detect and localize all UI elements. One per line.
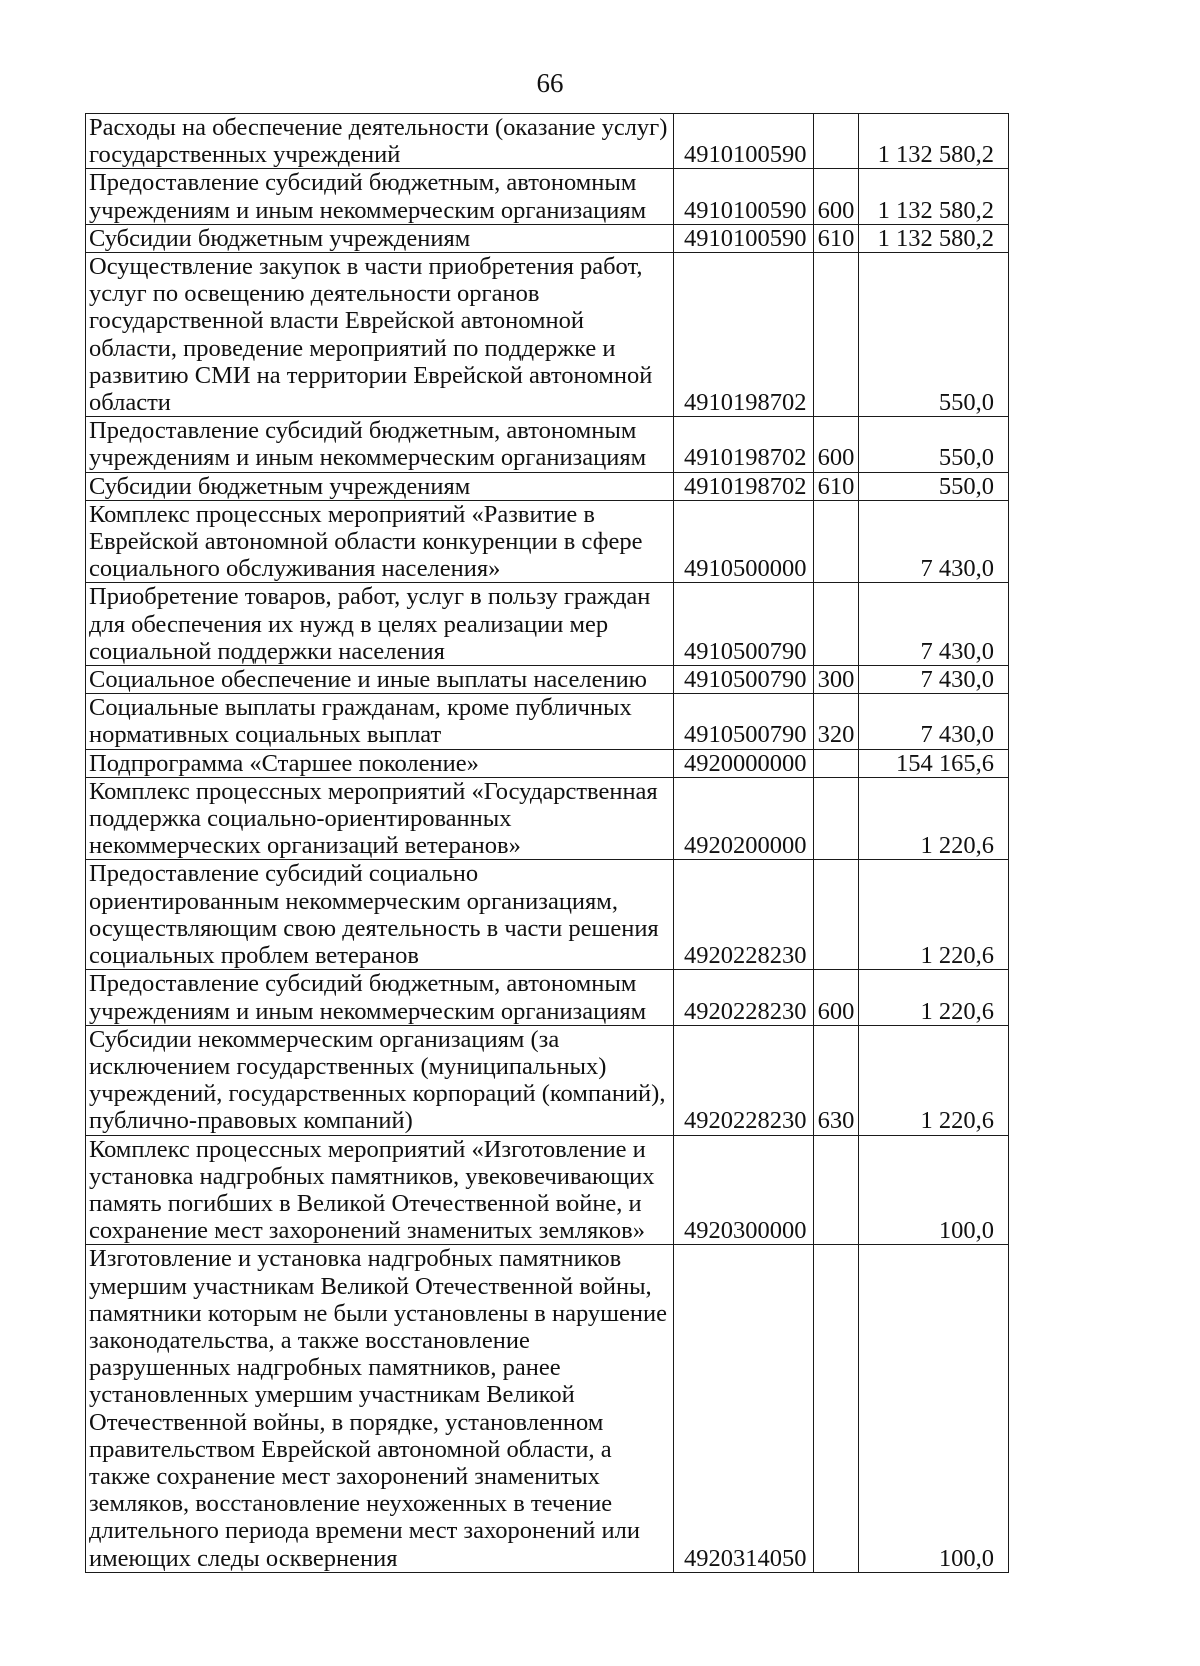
row-csr-cell: 4920228230 — [674, 860, 814, 970]
row-csr-cell: 4910500790 — [674, 666, 814, 694]
table-row — [86, 666, 1009, 694]
table-row — [86, 1245, 1009, 1572]
row-csr-cell: 4910100590 — [674, 169, 814, 224]
row-csr-cell: 4910500790 — [674, 694, 814, 749]
row-vr-cell — [814, 860, 859, 970]
row-name-cell: Предоставление субсидий социально ориентированным некоммерческим организациям, осуществляющим свою деятельность в части решения социальных проблем ветеранов — [86, 860, 674, 970]
row-name-cell: Предоставление субсидий бюджетным, автономным учреждениям и иным некоммерческим организациям — [86, 970, 674, 1025]
row-vr-cell — [814, 253, 859, 417]
row-vr-cell — [814, 583, 859, 666]
row-csr-cell: 4910100590 — [674, 224, 814, 252]
row-sum-cell: 1 220,6 — [859, 970, 1009, 1025]
table-row — [86, 1135, 1009, 1245]
row-name-cell: Комплекс процессных мероприятий «Государственная поддержка социально-ориентированных некоммерческих организаций ветеранов» — [86, 777, 674, 860]
row-vr-cell: 610 — [814, 472, 859, 500]
row-csr-cell: 4910198702 — [674, 417, 814, 472]
table-row — [86, 583, 1009, 666]
row-vr-cell: 610 — [814, 224, 859, 252]
row-sum-cell: 550,0 — [859, 472, 1009, 500]
row-vr-cell: 630 — [814, 1025, 859, 1135]
row-sum-cell: 1 220,6 — [859, 860, 1009, 970]
row-sum-cell: 100,0 — [859, 1245, 1009, 1572]
row-sum-cell: 1 132 580,2 — [859, 114, 1009, 169]
row-name-cell: Предоставление субсидий бюджетным, автономным учреждениям и иным некоммерческим организациям — [86, 417, 674, 472]
row-vr-cell — [814, 1245, 859, 1572]
row-name-cell: Расходы на обеспечение деятельности (оказание услуг) государственных учреждений — [86, 114, 674, 169]
table-row — [86, 224, 1009, 252]
row-vr-cell — [814, 749, 859, 777]
row-sum-cell: 1 220,6 — [859, 1025, 1009, 1135]
table-row — [86, 694, 1009, 749]
row-vr-cell: 600 — [814, 417, 859, 472]
table-row — [86, 169, 1009, 224]
row-sum-cell: 1 132 580,2 — [859, 169, 1009, 224]
row-sum-cell: 154 165,6 — [859, 749, 1009, 777]
row-csr-cell: 4910198702 — [674, 253, 814, 417]
table-row — [86, 472, 1009, 500]
row-name-cell: Комплекс процессных мероприятий «Изготовление и установка надгробных памятников, увековечивающих память погибших в Великой Отечественной войне, и сохранение мест захоронений знаменитых земляков» — [86, 1135, 674, 1245]
row-csr-cell: 4920300000 — [674, 1135, 814, 1245]
row-name-cell: Изготовление и установка надгробных памятников умершим участникам Великой Отечественной войны, памятники которым не были установлены в нарушение законодательства, а также восстановление разрушенных надгробных памятников, ранее установленных умершим участникам Великой Отечественной войны, в порядке, установленном правительством Еврейской автономной области, а также сохранение мест захоронений знаменитых земляков, восстановление неухоженных в течение длительного периода времени мест захоронений или имеющих следы осквернения — [86, 1245, 674, 1572]
table-row — [86, 114, 1009, 169]
row-name-cell: Предоставление субсидий бюджетным, автономным учреждениям и иным некоммерческим организациям — [86, 169, 674, 224]
row-name-cell: Социальное обеспечение и иные выплаты населению — [86, 666, 674, 694]
row-csr-cell: 4910100590 — [674, 114, 814, 169]
row-vr-cell: 320 — [814, 694, 859, 749]
row-sum-cell: 1 132 580,2 — [859, 224, 1009, 252]
table-row — [86, 860, 1009, 970]
table-row — [86, 500, 1009, 583]
row-csr-cell: 4910198702 — [674, 472, 814, 500]
row-vr-cell — [814, 1135, 859, 1245]
table-row — [86, 253, 1009, 417]
row-name-cell: Субсидии бюджетным учреждениям — [86, 472, 674, 500]
row-name-cell: Комплекс процессных мероприятий «Развитие в Еврейской автономной области конкуренции в сфере социального обслуживания населения» — [86, 500, 674, 583]
table-row — [86, 777, 1009, 860]
row-sum-cell: 100,0 — [859, 1135, 1009, 1245]
row-csr-cell: 4920314050 — [674, 1245, 814, 1572]
row-sum-cell: 7 430,0 — [859, 500, 1009, 583]
row-csr-cell: 4920228230 — [674, 1025, 814, 1135]
row-name-cell: Социальные выплаты гражданам, кроме публичных нормативных социальных выплат — [86, 694, 674, 749]
row-sum-cell: 1 220,6 — [859, 777, 1009, 860]
row-sum-cell: 7 430,0 — [859, 583, 1009, 666]
row-name-cell: Субсидии некоммерческим организациям (за исключением государственных (муниципальных) учреждений, государственных корпораций (компаний), публично-правовых компаний) — [86, 1025, 674, 1135]
row-sum-cell: 7 430,0 — [859, 694, 1009, 749]
row-csr-cell: 4910500790 — [674, 583, 814, 666]
row-name-cell: Осуществление закупок в части приобретения работ, услуг по освещению деятельности органов государственной власти Еврейской автономной области, проведение мероприятий по поддержке и развитию СМИ на территории Еврейской автономной области — [86, 253, 674, 417]
row-csr-cell: 4910500000 — [674, 500, 814, 583]
row-vr-cell: 300 — [814, 666, 859, 694]
row-vr-cell: 600 — [814, 169, 859, 224]
row-sum-cell: 7 430,0 — [859, 666, 1009, 694]
row-csr-cell: 4920200000 — [674, 777, 814, 860]
table-row — [86, 749, 1009, 777]
budget-table — [85, 113, 1009, 1573]
row-vr-cell — [814, 777, 859, 860]
row-name-cell: Подпрограмма «Старшее поколение» — [86, 749, 674, 777]
row-name-cell: Субсидии бюджетным учреждениям — [86, 224, 674, 252]
row-vr-cell — [814, 500, 859, 583]
row-csr-cell: 4920228230 — [674, 970, 814, 1025]
page-number: 66 — [536, 68, 564, 98]
table-row — [86, 1025, 1009, 1135]
row-csr-cell: 4920000000 — [674, 749, 814, 777]
table-row — [86, 970, 1009, 1025]
row-sum-cell: 550,0 — [859, 253, 1009, 417]
row-vr-cell — [814, 114, 859, 169]
table-row — [86, 417, 1009, 472]
row-name-cell: Приобретение товаров, работ, услуг в пользу граждан для обеспечения их нужд в целях реализации мер социальной поддержки населения — [86, 583, 674, 666]
row-vr-cell: 600 — [814, 970, 859, 1025]
row-sum-cell: 550,0 — [859, 417, 1009, 472]
